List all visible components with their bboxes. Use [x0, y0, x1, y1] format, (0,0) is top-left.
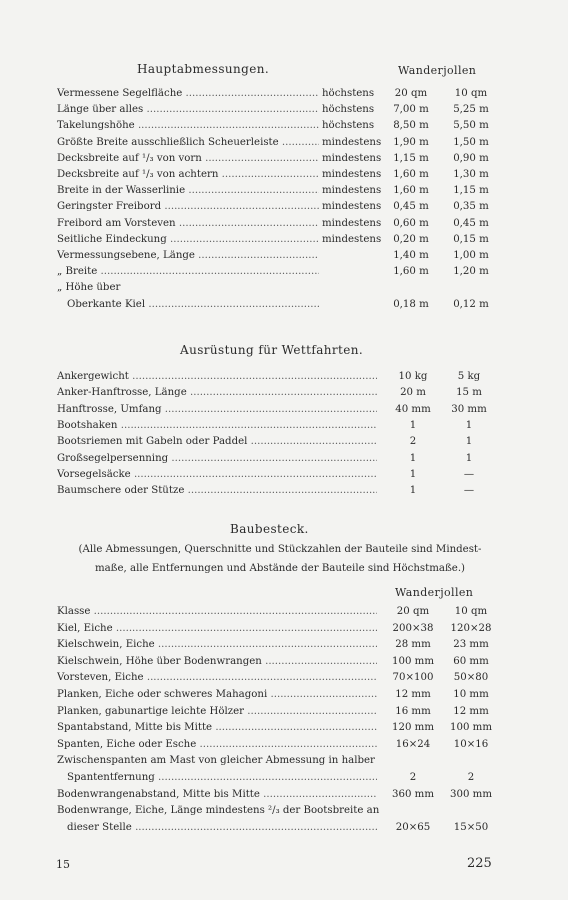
table-row: [57, 687, 497, 702]
row-value-10qm: 0,15 m: [453, 233, 489, 245]
table-row: [57, 167, 497, 182]
table-row: [57, 118, 497, 133]
row-label: Spantentfernung .....: [67, 770, 377, 785]
row-value-10qm: 1: [465, 452, 473, 464]
row-value-10qm: 50×80: [453, 672, 489, 684]
row-label: Klasse .....: [57, 604, 377, 619]
section3-column-header: Wanderjollen: [395, 586, 474, 599]
table-row: [57, 102, 497, 117]
row-value-10qm: 1,30 m: [453, 169, 489, 180]
table-row: [57, 670, 497, 685]
table-row: [57, 199, 497, 214]
row-value-20qm: 360 mm: [391, 788, 434, 800]
table-row: [57, 151, 497, 166]
row-value-20qm: 1: [409, 419, 417, 431]
row-value-20qm: 1,60 m: [393, 169, 429, 180]
row-value-10qm: 1: [465, 419, 473, 431]
row-qualifier: mindestens: [322, 217, 382, 229]
row-label: Decksbreite auf ¹/₃ von achtern .....: [57, 167, 319, 182]
table-row: [57, 720, 497, 735]
table-row: [57, 135, 497, 150]
row-value-10qm: 1,50 m: [453, 136, 489, 148]
table-row: [57, 402, 497, 417]
row-label: Bootsriemen mit Gabeln oder Paddel .....: [57, 434, 377, 449]
table-row: [57, 803, 497, 818]
row-value-10qm: 120×28: [450, 622, 492, 634]
table-row: [57, 418, 497, 433]
row-value-20qm: 1,90 m: [393, 136, 429, 148]
table-row: [57, 248, 497, 263]
table-row: [57, 86, 497, 101]
row-label: Vermessungsebene, Länge .....: [57, 248, 319, 263]
row-value-10qm: 1,15 m: [453, 185, 489, 197]
row-value-10qm: 23 mm: [453, 639, 489, 651]
row-label: Kielschwein, Eiche .....: [57, 637, 377, 652]
row-value-10qm: 10 mm: [453, 689, 489, 700]
row-label: Decksbreite auf ¹/₃ von vorn .....: [57, 151, 319, 166]
table-row: [57, 621, 497, 636]
row-label: Vermessene Segelfläche .....: [57, 86, 319, 101]
row-qualifier: höchstens: [322, 88, 375, 99]
row-qualifier: mindestens: [322, 136, 382, 148]
row-label: „ Höhe über: [57, 282, 121, 294]
table-row: [57, 385, 497, 400]
row-value-10qm: 30 mm: [451, 403, 487, 415]
row-value-10qm: 0,90 m: [453, 152, 489, 164]
table-row: [57, 770, 497, 785]
row-qualifier: mindestens: [322, 169, 382, 180]
table-row: [57, 369, 497, 384]
row-value-20qm: 100 mm: [391, 655, 434, 667]
row-qualifier: mindestens: [322, 233, 382, 245]
table-row: [57, 467, 497, 482]
row-value-10qm: 0,35 m: [453, 201, 489, 213]
row-label: Seitliche Eindeckung .....: [57, 232, 319, 247]
row-label: Kielschwein, Höhe über Bodenwrangen .....: [57, 654, 377, 669]
row-value-10qm: 2: [467, 772, 475, 783]
table-row: [57, 434, 497, 449]
row-label: Kiel, Eiche .....: [57, 621, 377, 636]
section1-column-header: Wanderjollen: [398, 64, 477, 77]
row-value-20qm: 70×100: [392, 672, 434, 684]
table-row: [57, 637, 497, 652]
row-label: Bodenwrangenabstand, Mitte bis Mitte .....: [57, 787, 377, 802]
row-value-10qm: 100 mm: [449, 722, 492, 734]
table-row: [57, 820, 497, 835]
row-value-20qm: 16×24: [395, 738, 431, 750]
row-value-20qm: 0,20 m: [393, 233, 429, 245]
row-value-20qm: 7,00 m: [393, 104, 429, 116]
row-value-20qm: 28 mm: [395, 639, 431, 651]
table-row: [57, 604, 497, 619]
section3-title: Baubesteck.: [230, 522, 309, 536]
table-row: [57, 264, 497, 279]
row-label: Takelungshöhe .....: [57, 118, 319, 133]
row-value-20qm: 1: [409, 468, 417, 480]
row-value-20qm: 1,40 m: [393, 250, 429, 261]
table-row: [57, 483, 497, 498]
table-row: [57, 704, 497, 719]
row-value-20qm: 1: [409, 452, 417, 464]
row-value-20qm: 20 qm: [396, 606, 430, 617]
row-label: Vorsteven, Eiche .....: [57, 670, 377, 685]
row-value-20qm: 1,60 m: [393, 266, 429, 278]
row-label: Planken, gabunartige leichte Hölzer .....: [57, 704, 377, 719]
row-qualifier: mindestens: [322, 185, 382, 197]
table-row: [57, 183, 497, 198]
row-label: Anker-Hanftrosse, Länge .....: [57, 385, 377, 400]
row-value-10qm: 60 mm: [453, 655, 489, 667]
row-label: Hanftrosse, Umfang .....: [57, 402, 377, 417]
table-row: [57, 737, 497, 752]
section3-note-line2: maße, alle Entfernungen und Abstände der Bauteile sind Höchstmaße.): [94, 563, 466, 574]
row-value-10qm: 1,00 m: [453, 250, 489, 261]
row-value-10qm: 10 qm: [454, 606, 488, 617]
table-row: [57, 297, 497, 312]
row-value-10qm: 12 mm: [453, 705, 489, 717]
row-qualifier: mindestens: [322, 201, 382, 213]
section3-note-line1: (Alle Abmessungen, Querschnitte und Stückzahlen der Bauteile sind Mindest-: [78, 544, 482, 555]
row-value-20qm: 200×38: [392, 622, 434, 634]
table-row: [57, 451, 497, 466]
row-value-10qm: 15 m: [456, 387, 482, 399]
row-label: Breite in der Wasserlinie .....: [57, 183, 319, 198]
section2-title: Ausrüstung für Wettfahrten.: [180, 343, 364, 357]
row-value-10qm: 10 qm: [454, 88, 488, 99]
row-value-10qm: 1: [465, 436, 473, 448]
row-value-20qm: 0,45 m: [393, 201, 429, 213]
row-value-10qm: 15×50: [453, 821, 489, 833]
row-label: Ankergewicht .....: [57, 369, 377, 384]
row-label: Spantabstand, Mitte bis Mitte .....: [57, 720, 377, 735]
row-value-20qm: 12 mm: [395, 689, 431, 700]
section1-title: Hauptabmessungen.: [137, 62, 270, 76]
row-label: Bootshaken .....: [57, 418, 377, 433]
row-label: Oberkante Kiel .....: [67, 297, 319, 312]
row-qualifier: höchstens: [322, 104, 375, 116]
row-label: Geringster Freibord .....: [57, 199, 319, 214]
row-value-10qm: 5,50 m: [453, 120, 489, 132]
row-label: Freibord am Vorsteven .....: [57, 216, 319, 231]
row-value-20qm: 20 m: [400, 387, 426, 399]
row-value-20qm: 0,60 m: [393, 217, 429, 229]
row-value-20qm: 16 mm: [395, 705, 431, 717]
row-value-10qm: —: [463, 468, 475, 480]
row-value-20qm: 20×65: [395, 821, 431, 833]
row-value-20qm: 2: [409, 772, 417, 783]
row-value-10qm: 0,12 m: [453, 298, 489, 310]
table-row: [57, 787, 497, 802]
row-value-10qm: 0,45 m: [453, 217, 489, 229]
row-label: dieser Stelle .....: [67, 820, 377, 835]
row-qualifier: mindestens: [322, 152, 382, 164]
row-label: Planken, Eiche oder schweres Mahagoni .....: [57, 687, 377, 702]
row-value-20qm: 20 qm: [394, 88, 428, 99]
row-value-20qm: 40 mm: [395, 403, 431, 415]
row-value-10qm: 300 mm: [449, 788, 492, 800]
row-value-20qm: 1,60 m: [393, 185, 429, 197]
row-value-10qm: 1,20 m: [453, 266, 489, 278]
table-row: [57, 232, 497, 247]
table-row: [57, 753, 497, 768]
row-value-20qm: 2: [409, 436, 417, 448]
row-label: „ Breite .....: [57, 264, 319, 279]
row-label: Großsegelpersenning .....: [57, 451, 377, 466]
row-value-20qm: 0,18 m: [393, 298, 429, 310]
page-number: 225: [467, 856, 492, 871]
table-row: [57, 280, 497, 295]
row-value-20qm: 1,15 m: [393, 152, 429, 164]
row-label: Größte Breite ausschließlich Scheuerleiste .....: [57, 135, 319, 150]
row-label: Baumschere oder Stütze .....: [57, 483, 377, 498]
row-label: Bodenwrange, Eiche, Länge mindestens ²/₃ der Bootsbreite an: [57, 805, 380, 817]
footer-signature: 15: [56, 858, 70, 871]
table-row: [57, 216, 497, 231]
table-row: [57, 654, 497, 669]
row-label: Spanten, Eiche oder Esche .....: [57, 737, 377, 752]
row-value-20qm: 120 mm: [391, 722, 434, 734]
row-value-20qm: 1: [409, 485, 417, 497]
row-qualifier: höchstens: [322, 120, 375, 132]
row-label: Vorsegelsäcke .....: [57, 467, 377, 482]
row-value-10qm: 5 kg: [457, 371, 481, 382]
row-value-10qm: 5,25 m: [453, 104, 489, 116]
row-value-10qm: —: [463, 485, 475, 497]
row-value-20qm: 10 kg: [398, 371, 428, 382]
row-label: Länge über alles .....: [57, 102, 319, 117]
row-value-20qm: 8,50 m: [393, 120, 429, 132]
row-label: Zwischenspanten am Mast von gleicher Abmessung in halber: [57, 755, 375, 767]
row-value-10qm: 10×16: [453, 738, 489, 750]
